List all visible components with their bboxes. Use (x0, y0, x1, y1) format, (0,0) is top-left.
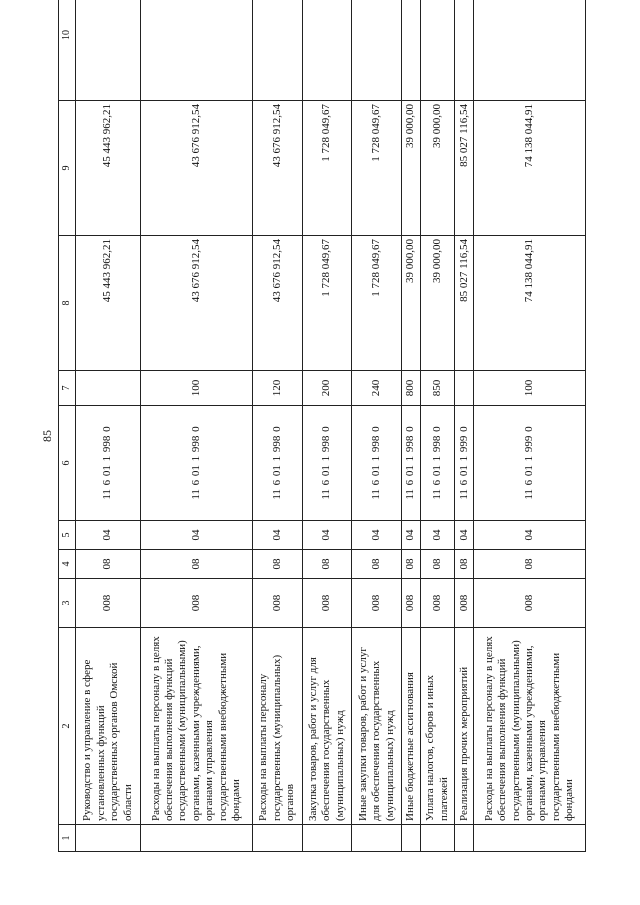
subsection-code-cell: 04 (474, 521, 586, 550)
page-number: 85 (40, 430, 54, 442)
row-number-cell (302, 825, 352, 852)
note-cell (474, 0, 586, 101)
amount-cell: 1 728 049,67 (302, 236, 352, 371)
budget-table (58, 0, 586, 852)
executed-amount-cell: 43 676 912,54 (141, 101, 253, 236)
section-code-cell: 08 (352, 550, 402, 579)
table-row (141, 0, 253, 852)
executed-amount-cell: 45 443 962,21 (76, 101, 141, 236)
expense-type-cell: 100 (141, 371, 253, 406)
ministry-code-cell: 008 (252, 579, 302, 628)
expense-type-cell: 100 (474, 371, 586, 406)
note-cell (252, 0, 302, 101)
ministry-code-cell: 008 (402, 579, 421, 628)
note-cell (402, 0, 421, 101)
executed-amount-cell: 74 138 044,91 (474, 101, 586, 236)
expense-type-cell: 850 (421, 371, 455, 406)
table-row (421, 0, 455, 852)
target-article-cell: 11 6 01 1 998 0 (352, 406, 402, 521)
rotated-table-container (58, 30, 586, 852)
expense-name-cell: Закупка товаров, работ и услуг для обеспечения государственных (муниципальных) нужд (302, 628, 352, 825)
target-article-cell: 11 6 01 1 999 0 (455, 406, 474, 521)
amount-cell: 43 676 912,54 (141, 236, 253, 371)
subsection-code-cell: 04 (402, 521, 421, 550)
target-article-cell: 11 6 01 1 998 0 (421, 406, 455, 521)
note-cell (421, 0, 455, 101)
section-code-cell: 08 (76, 550, 141, 579)
section-code-cell: 08 (474, 550, 586, 579)
target-article-cell: 11 6 01 1 998 0 (76, 406, 141, 521)
row-number-cell (252, 825, 302, 852)
column-number: 2 (59, 628, 76, 825)
row-number-cell (455, 825, 474, 852)
table-row (302, 0, 352, 852)
expense-type-cell: 240 (352, 371, 402, 406)
note-cell (302, 0, 352, 101)
subsection-code-cell: 04 (421, 521, 455, 550)
executed-amount-cell: 1 728 049,67 (352, 101, 402, 236)
ministry-code-cell: 008 (76, 579, 141, 628)
ministry-code-cell: 008 (352, 579, 402, 628)
target-article-cell: 11 6 01 1 998 0 (402, 406, 421, 521)
section-code-cell: 08 (302, 550, 352, 579)
row-number-cell (421, 825, 455, 852)
table-row (252, 0, 302, 852)
column-number: 3 (59, 579, 76, 628)
expense-type-cell (455, 371, 474, 406)
table-row (455, 0, 474, 852)
expense-name-cell: Расходы на выплаты персоналу в целях обеспечения выполнения функций государственными (муниципальными) органами, казенными учреждениями, органами управления государственными внебюджетными фондами (141, 628, 253, 825)
subsection-code-cell: 04 (76, 521, 141, 550)
executed-amount-cell: 85 027 116,54 (455, 101, 474, 236)
note-cell (76, 0, 141, 101)
section-code-cell: 08 (402, 550, 421, 579)
row-number-cell (474, 825, 586, 852)
table-row (402, 0, 421, 852)
subsection-code-cell: 04 (141, 521, 253, 550)
table-row (474, 0, 586, 852)
ministry-code-cell: 008 (302, 579, 352, 628)
column-number: 5 (59, 521, 76, 550)
row-number-cell (141, 825, 253, 852)
expense-name-cell: Расходы на выплаты персоналу в целях обеспечения выполнения функций государственными (муниципальными) органами, казенными учреждениями, органами управления государственными внебюджетными фондами (474, 628, 586, 825)
row-number-cell (402, 825, 421, 852)
note-cell (455, 0, 474, 101)
column-number: 1 (59, 825, 76, 852)
section-code-cell: 08 (252, 550, 302, 579)
expense-name-cell: Реализация прочих мероприятий (455, 628, 474, 825)
column-number: 4 (59, 550, 76, 579)
amount-cell: 39 000,00 (402, 236, 421, 371)
section-code-cell: 08 (455, 550, 474, 579)
target-article-cell: 11 6 01 1 999 0 (474, 406, 586, 521)
column-number: 10 (59, 0, 76, 101)
amount-cell: 74 138 044,91 (474, 236, 586, 371)
amount-cell: 1 728 049,67 (352, 236, 402, 371)
ministry-code-cell: 008 (455, 579, 474, 628)
executed-amount-cell: 1 728 049,67 (302, 101, 352, 236)
section-code-cell: 08 (141, 550, 253, 579)
amount-cell: 45 443 962,21 (76, 236, 141, 371)
note-cell (141, 0, 253, 101)
amount-cell: 43 676 912,54 (252, 236, 302, 371)
row-number-cell (76, 825, 141, 852)
expense-name-cell: Уплата налогов, сборов и иных платежей (421, 628, 455, 825)
column-number: 8 (59, 236, 76, 371)
expense-name-cell: Руководство и управление в сфере установленных функций государственных органов Омской области (76, 628, 141, 825)
table-row (352, 0, 402, 852)
expense-name-cell: Иные бюджетные ассигнования (402, 628, 421, 825)
target-article-cell: 11 6 01 1 998 0 (141, 406, 253, 521)
table-row (76, 0, 141, 852)
amount-cell: 39 000,00 (421, 236, 455, 371)
expense-name-cell: Иные закупки товаров, работ и услуг для обеспечения государственных (муниципальных) нужд (352, 628, 402, 825)
amount-cell: 85 027 116,54 (455, 236, 474, 371)
ministry-code-cell: 008 (141, 579, 253, 628)
executed-amount-cell: 43 676 912,54 (252, 101, 302, 236)
ministry-code-cell: 008 (474, 579, 586, 628)
executed-amount-cell: 39 000,00 (421, 101, 455, 236)
subsection-code-cell: 04 (252, 521, 302, 550)
expense-type-cell: 200 (302, 371, 352, 406)
expense-name-cell: Расходы на выплаты персоналу государственных (муниципальных) органов (252, 628, 302, 825)
expense-type-cell (76, 371, 141, 406)
subsection-code-cell: 04 (352, 521, 402, 550)
target-article-cell: 11 6 01 1 998 0 (252, 406, 302, 521)
subsection-code-cell: 04 (302, 521, 352, 550)
column-number: 7 (59, 371, 76, 406)
target-article-cell: 11 6 01 1 998 0 (302, 406, 352, 521)
section-code-cell: 08 (421, 550, 455, 579)
expense-type-cell: 800 (402, 371, 421, 406)
row-number-cell (352, 825, 402, 852)
executed-amount-cell: 39 000,00 (402, 101, 421, 236)
ministry-code-cell: 008 (421, 579, 455, 628)
note-cell (352, 0, 402, 101)
column-number: 6 (59, 406, 76, 521)
column-number-row (59, 0, 76, 852)
column-number: 9 (59, 101, 76, 236)
expense-type-cell: 120 (252, 371, 302, 406)
subsection-code-cell: 04 (455, 521, 474, 550)
